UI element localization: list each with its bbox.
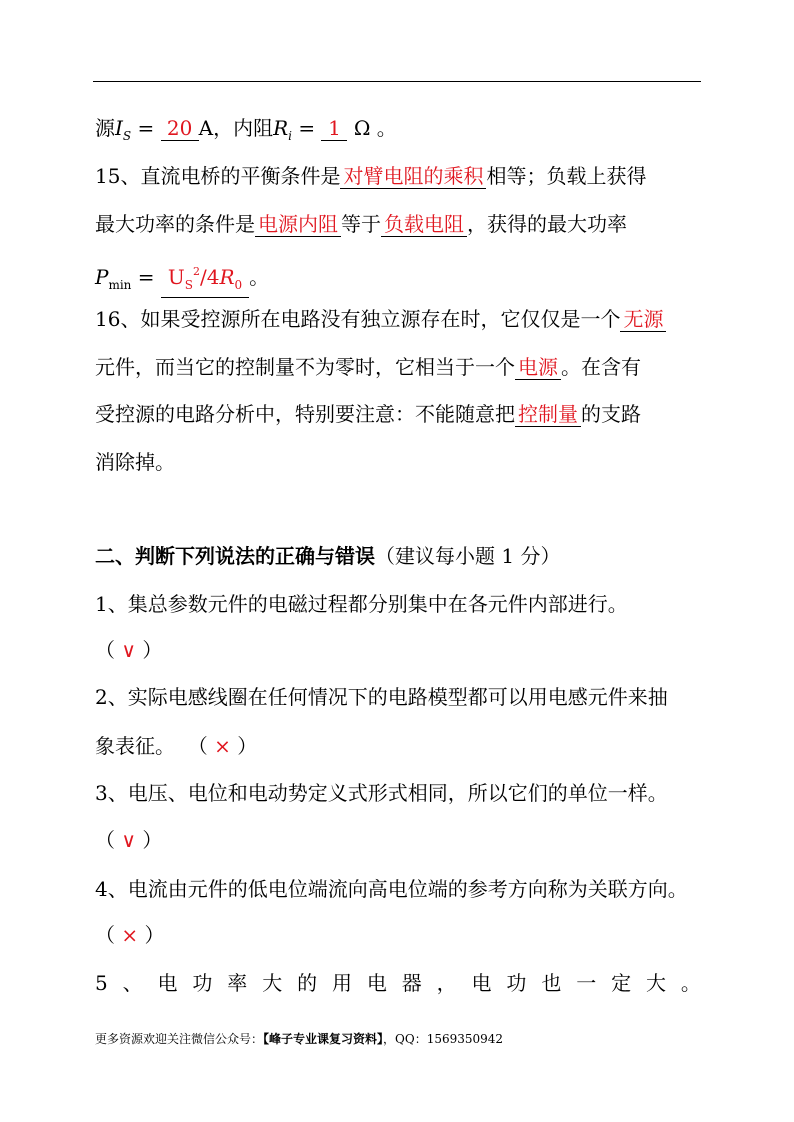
q5-char: 一 xyxy=(576,971,597,995)
q5-char: 。 xyxy=(680,971,701,995)
q16-text: 。在含有 xyxy=(561,355,641,379)
q15-text: 相等；负载上获得 xyxy=(486,164,647,188)
pmin-subscript: min xyxy=(108,278,132,292)
answer-passive: 无源 xyxy=(623,307,664,331)
q15-text: 最大功率的条件是 xyxy=(95,212,255,236)
q14-unit-text: A，内阻 xyxy=(198,116,274,140)
answer-bridge: 对臂电阻的乘积 xyxy=(343,164,484,188)
judgment-text: 3、电压、电位和电动势定义式形式相同，所以它们的单位一样。 xyxy=(95,781,668,805)
q5-char: 电 xyxy=(157,971,178,995)
judgment-3 xyxy=(95,781,668,805)
q15-line-2 xyxy=(95,212,627,237)
header-rule xyxy=(93,81,701,82)
footer-promo xyxy=(95,1031,503,1047)
judgment-2-line-2: 象表征。 （ × ） xyxy=(95,734,258,758)
is-subscript: S xyxy=(122,129,132,143)
q5-char: 5 xyxy=(95,971,108,995)
pmin-symbol: P xyxy=(95,265,109,289)
equals-sign: = xyxy=(137,116,155,140)
answer-blank-passive xyxy=(620,307,666,332)
judgment-2 xyxy=(95,685,668,709)
formula-r-sub: 0 xyxy=(234,278,243,292)
check-mark-icon: ∨ xyxy=(121,638,136,662)
answer-internal-resistance: 电源内阻 xyxy=(258,212,338,236)
q5-char: 率 xyxy=(227,971,248,995)
q5-char: ， xyxy=(436,971,457,995)
q5-char: 大 xyxy=(262,971,283,995)
q5-char: 电 xyxy=(366,971,387,995)
q5-char: 用 xyxy=(331,971,352,995)
judgment-4 xyxy=(95,877,688,901)
q5-char: 电 xyxy=(471,971,492,995)
q14-tail-line xyxy=(95,116,397,148)
q15-line-3 xyxy=(95,260,269,298)
q15-text: ，获得的最大功率 xyxy=(467,212,627,236)
judgment-text: 象表征。 xyxy=(95,734,175,758)
equals-sign-2: = xyxy=(298,116,316,140)
q5-char: 的 xyxy=(297,971,318,995)
q15-line-1 xyxy=(95,164,646,189)
q5-char: 器 xyxy=(401,971,422,995)
q16-text: 元件，而当它的控制量不为零时，它相当于一个 xyxy=(95,355,515,379)
judgment-text: 4、电流由元件的低电位端流向高电位端的参考方向称为关联方向。 xyxy=(95,877,688,901)
answer-is-value: 20 xyxy=(166,116,193,140)
judgment-5 xyxy=(95,971,701,995)
judgment-1-answer: （ ∨ ） xyxy=(95,638,163,662)
answer-blank-load-resistance xyxy=(381,212,467,237)
q16-text: 的支路 xyxy=(581,402,641,426)
equals-sign-3: = xyxy=(137,265,155,289)
ri-subscript: i xyxy=(288,129,292,143)
judgment-1 xyxy=(95,592,628,616)
answer-blank-is xyxy=(161,116,199,141)
footer-brand: 【峰子专业课复习资料】 xyxy=(263,1032,384,1046)
cross-mark-icon: × xyxy=(214,734,231,758)
answer-blank-source xyxy=(515,355,561,380)
q15-text: 15、直流电桥的平衡条件是 xyxy=(95,164,341,188)
judgment-text: 2、实际电感线圈在任何情况下的电路模型都可以用电感元件来抽 xyxy=(95,685,668,709)
answer-blank-control xyxy=(515,402,581,427)
ri-symbol: R xyxy=(273,116,289,140)
answer-ri-value: 1 xyxy=(328,116,341,140)
answer-blank-ri xyxy=(321,116,347,141)
answer-blank-pmax xyxy=(161,260,249,298)
judgment-text: 1、集总参数元件的电磁过程都分别集中在各元件内部进行。 xyxy=(95,592,628,616)
q15-text: 等于 xyxy=(341,212,381,236)
q5-char: 定 xyxy=(611,971,632,995)
footer-qq-label: ，QQ： xyxy=(383,1032,427,1046)
answer-blank-bridge xyxy=(340,164,486,189)
formula-r: R xyxy=(219,265,235,289)
q16-line-4 xyxy=(95,450,175,474)
q16-line-2 xyxy=(95,355,641,380)
cross-mark-icon: × xyxy=(121,923,139,947)
answer-control: 控制量 xyxy=(518,402,578,426)
answer-blank-internal-resistance xyxy=(255,212,341,237)
q5-char: 、 xyxy=(122,971,143,995)
q5-char: 功 xyxy=(192,971,213,995)
ohm-unit: Ω xyxy=(353,116,371,140)
section-2-note: （建议每小题 1 分） xyxy=(375,544,561,568)
q16-text: 受控源的电路分析中，特别要注意：不能随意把 xyxy=(95,402,515,426)
section-2-title: 二、判断下列说法的正确与错误 xyxy=(95,544,375,568)
answer-pmax-formula xyxy=(165,265,245,292)
q5-char: 功 xyxy=(506,971,527,995)
section-2-heading xyxy=(95,544,560,568)
q14-end: 。 xyxy=(376,116,397,140)
q5-char: 也 xyxy=(541,971,562,995)
q14-prefix: 源 xyxy=(95,116,115,140)
answer-load-resistance: 负载电阻 xyxy=(384,212,464,236)
check-mark-icon: ∨ xyxy=(121,828,136,852)
is-symbol: I xyxy=(115,116,123,140)
footer-qq-number: 1569350942 xyxy=(426,1032,504,1046)
answer-source: 电源 xyxy=(518,355,558,379)
q16-line-1 xyxy=(95,307,666,332)
q5-char: 大 xyxy=(645,971,666,995)
q15-end: 。 xyxy=(249,265,270,289)
q16-text: 消除掉。 xyxy=(95,450,175,474)
q16-text: 16、如果受控源所在电路没有独立源存在时，它仅仅是一个 xyxy=(95,307,621,331)
formula-us-sub: S xyxy=(184,278,193,292)
footer-prefix: 更多资源欢迎关注微信公众号： xyxy=(95,1032,264,1046)
formula-sup: 2 xyxy=(193,265,200,278)
q16-line-3 xyxy=(95,402,641,427)
judgment-3-answer: （ ∨ ） xyxy=(95,828,163,852)
formula-div: /4 xyxy=(200,265,220,289)
formula-us: U xyxy=(167,265,185,289)
judgment-4-answer: （ × ） xyxy=(95,923,165,947)
